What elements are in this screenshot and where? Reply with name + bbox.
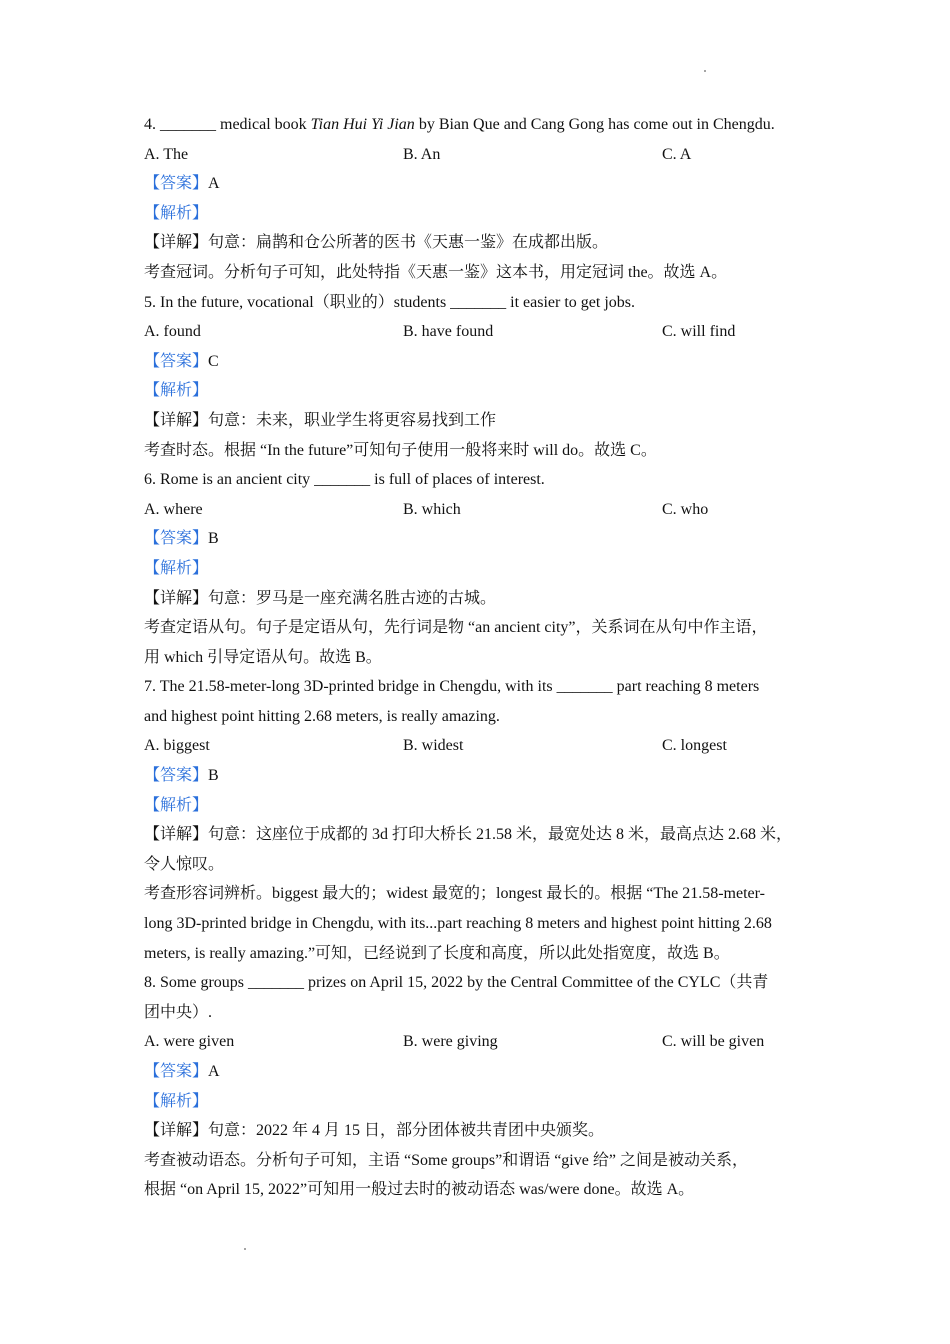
- question-7-detail-1: 【详解】句意：这座位于成都的 3d 打印大桥长 21.58 米，最宽处达 8 米，最高点达 2.68 米，: [144, 826, 793, 844]
- question-6-stem: 6. Rome is an ancient city _______ is full of places of interest.: [144, 471, 545, 489]
- question-5-stem: 5. In the future, vocational（职业的）students _______ it easier to get jobs.: [144, 293, 636, 311]
- question-7-analysis-label: 【解析】: [144, 796, 209, 814]
- option-c: C. longest: [662, 737, 727, 755]
- option-c: C. A: [662, 145, 692, 163]
- option-c: C. who: [662, 500, 709, 518]
- question-5-options: [144, 317, 824, 347]
- option-b: B. which: [403, 500, 461, 518]
- question-5-answer: 【答案】C: [144, 352, 219, 370]
- book-title: Tian Hui Yi Jian: [310, 116, 415, 133]
- question-4-analysis-label: 【解析】: [144, 204, 209, 222]
- question-4-detail-1: 【详解】句意：扁鹊和仓公所著的医书《天惠一鉴》在成都出版。: [144, 234, 609, 252]
- option-a: A. found: [144, 323, 201, 341]
- question-4-answer: 【答案】A: [144, 175, 220, 193]
- question-7-options: [144, 731, 824, 761]
- question-5-detail-1: 【详解】句意：未来，职业学生将更容易找到工作: [144, 411, 497, 429]
- option-a: A. were given: [144, 1033, 235, 1051]
- question-4-detail-2: 考查冠词。分析句子可知，此处特指《天惠一鉴》这本书，用定冠词 the。故选 A。: [144, 263, 728, 281]
- header-mark: [704, 70, 706, 72]
- option-c: C. will be given: [662, 1033, 765, 1051]
- document-page: [144, 110, 824, 1205]
- question-4-options: [144, 140, 824, 170]
- option-b: B. An: [403, 145, 441, 163]
- question-8-options: [144, 1027, 824, 1057]
- question-8-detail-2: 考查被动语态。分析句子可知，主语 “Some groups”和谓语 “give 给” 之间是被动关系，: [144, 1151, 748, 1169]
- question-7-detail-2: 令人惊叹。: [144, 855, 225, 873]
- answer-label: 【答案】: [144, 352, 209, 370]
- question-8-answer: 【答案】A: [144, 1063, 220, 1080]
- answer-label: 【答案】: [144, 175, 209, 193]
- question-5-detail-2: 考查时态。根据 “In the future”可知句子使用一般将来时 will do。故选 C。: [144, 441, 657, 459]
- option-a: A. The: [144, 145, 189, 163]
- question-8-detail-3: 根据 “on April 15, 2022”可知用一般过去时的被动语态 was/were done。故选 A。: [144, 1181, 695, 1199]
- question-8-stem-2: 团中央）.: [144, 1003, 213, 1021]
- option-b: B. have found: [403, 323, 494, 341]
- question-6-answer: 【答案】B: [144, 530, 219, 548]
- question-8-stem-1: 8. Some groups _______ prizes on April 15, 2022 by the Central Committee of the CYLC（共青: [144, 974, 769, 992]
- option-b: B. widest: [403, 737, 464, 755]
- option-a: A. where: [144, 500, 203, 518]
- option-b: B. were giving: [403, 1033, 498, 1051]
- question-7-stem-2: and highest point hitting 2.68 meters, is really amazing.: [144, 707, 500, 725]
- question-6-analysis-label: 【解析】: [144, 559, 209, 577]
- question-4-stem: 4. _______ medical book Tian Hui Yi Jian by Bian Que and Cang Gong has come out in Chengdu.: [144, 116, 775, 133]
- question-7-detail-3: 考查形容词辨析。biggest 最大的；widest 最宽的；longest 最长的。根据 “The 21.58-meter-: [144, 885, 765, 903]
- footer-mark: [244, 1248, 246, 1250]
- option-a: A. biggest: [144, 737, 210, 755]
- question-5-analysis-label: 【解析】: [144, 382, 209, 400]
- question-7-stem-1: 7. The 21.58-meter-long 3D-printed bridge in Chengdu, with its _______ part reaching 8 meters: [144, 678, 760, 696]
- question-7-detail-5: meters, is really amazing.”可知，已经说到了长度和高度，所以此处指宽度，故选 B。: [144, 944, 730, 962]
- answer-label: 【答案】: [144, 767, 209, 785]
- answer-label: 【答案】: [144, 1063, 209, 1080]
- answer-label: 【答案】: [144, 530, 209, 548]
- option-c: C. will find: [662, 323, 736, 341]
- question-8-analysis-label: 【解析】: [144, 1092, 209, 1110]
- question-6-options: [144, 495, 824, 525]
- question-6-detail-3: 用 which 引导定语从句。故选 B。: [144, 648, 382, 666]
- question-7-detail-4: long 3D-printed bridge in Chengdu, with its...part reaching 8 meters and highest point hitting 2.68: [144, 915, 772, 933]
- question-6-detail-2: 考查定语从句。句子是定语从句，先行词是物 “an ancient city”，关系词在从句中作主语，: [144, 619, 768, 637]
- question-7-answer: 【答案】B: [144, 767, 219, 785]
- question-8-detail-1: 【详解】句意：2022 年 4 月 15 日，部分团体被共青团中央颁奖。: [144, 1122, 605, 1140]
- question-6-detail-1: 【详解】句意：罗马是一座充满名胜古迹的古城。: [144, 589, 497, 607]
